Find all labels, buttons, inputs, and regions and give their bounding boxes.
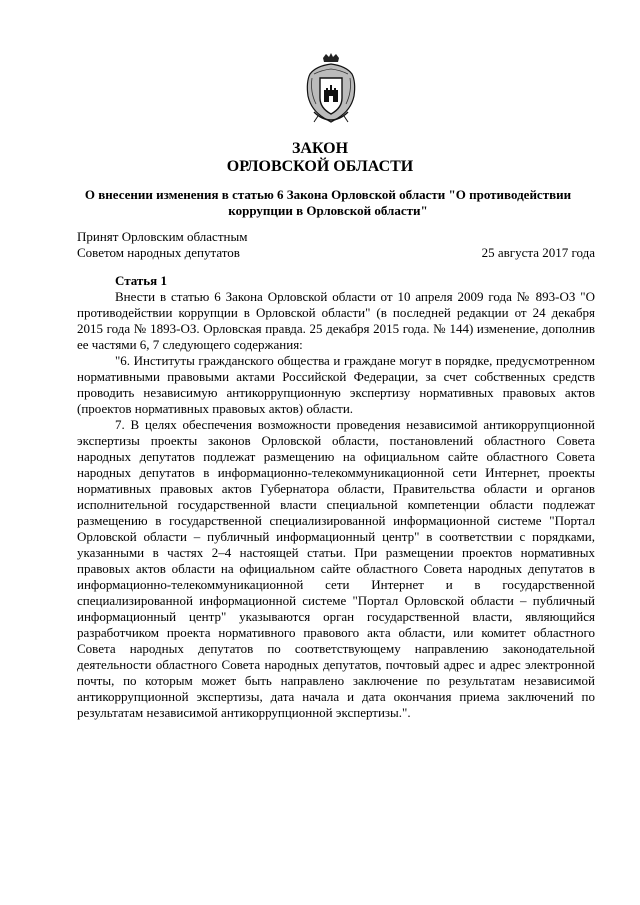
adoption-date: 25 августа 2017 года [481,245,595,260]
law-subtitle: О внесении изменения в статью 6 Закона Орловской области "О противодействии коррупции в Орловской области" [84,187,572,218]
article-paragraph: "6. Институты гражданского общества и граждане могут в порядке, предусмотренном нормативными правовыми актами Российской Федерации, за счет собственных средств проводить независимую антикоррупционную экспертизу нормативных правовых актов (проектов нормативных правовых актов) области. [77,353,595,416]
adopted-by-line1: Принят Орловским областным [77,229,248,244]
region-title: ОРЛОВСКОЙ ОБЛАСТИ [226,158,414,175]
coat-of-arms-icon [302,52,360,124]
article-paragraph: 7. В целях обеспечения возможности проведения независимой антикоррупционной экспертизы проекты законов Орловской области, постановлений областного Совета народных депутатов подлежат размещению на официальном сайте областного Совета народных депутатов в информационно-телекоммуникационной сети Интернет, проекты нормативных правовых актов Губернатора области, Правительства области и органов исполнительной государственной власти специальной компетенции области подлежат размещению в государственной специализированной информационной системе "Портал Орловской области – публичный информационный центр" в соответствии с порядками, указанными в частях 2–4 настоящей статьи. При размещении проектов нормативных правовых актов области на официальном сайте областного Совета народных депутатов в информационно-телекоммуникационной сети Интернет и в государственной специализированной информационной системе "Портал Орловской области – публичный информационный центр" указываются орган государственной власти, являющийся разработчиком проекта нормативного правового акта области, или комитет областного Совета народных депутатов по соответствующему направлению законодательной деятельности областного Совета народных депутатов, почтовый адрес и адрес электронной почты, по которым может быть направлено заключение по результатам независимой антикоррупционной экспертизы, дата начала и дата окончания приема заключений по результатам независимой антикоррупционной экспертизы.". [77,417,595,720]
article-body [77,273,595,721]
article-heading: Статья 1 [115,273,167,288]
document-type-title: ЗАКОН [291,140,349,157]
adopted-by-line2: Советом народных депутатов [77,245,240,260]
article-paragraph: Внести в статью 6 Закона Орловской области от 10 апреля 2009 года № 893-ОЗ "О противодействии коррупции в Орловской области" (в последней редакции от 24 декабря 2015 года № 1893-ОЗ. Орловская правда. 25 декабря 2015 года. № 144) изменение, дополнив ее частями 6, 7 следующего содержания: [77,289,595,352]
